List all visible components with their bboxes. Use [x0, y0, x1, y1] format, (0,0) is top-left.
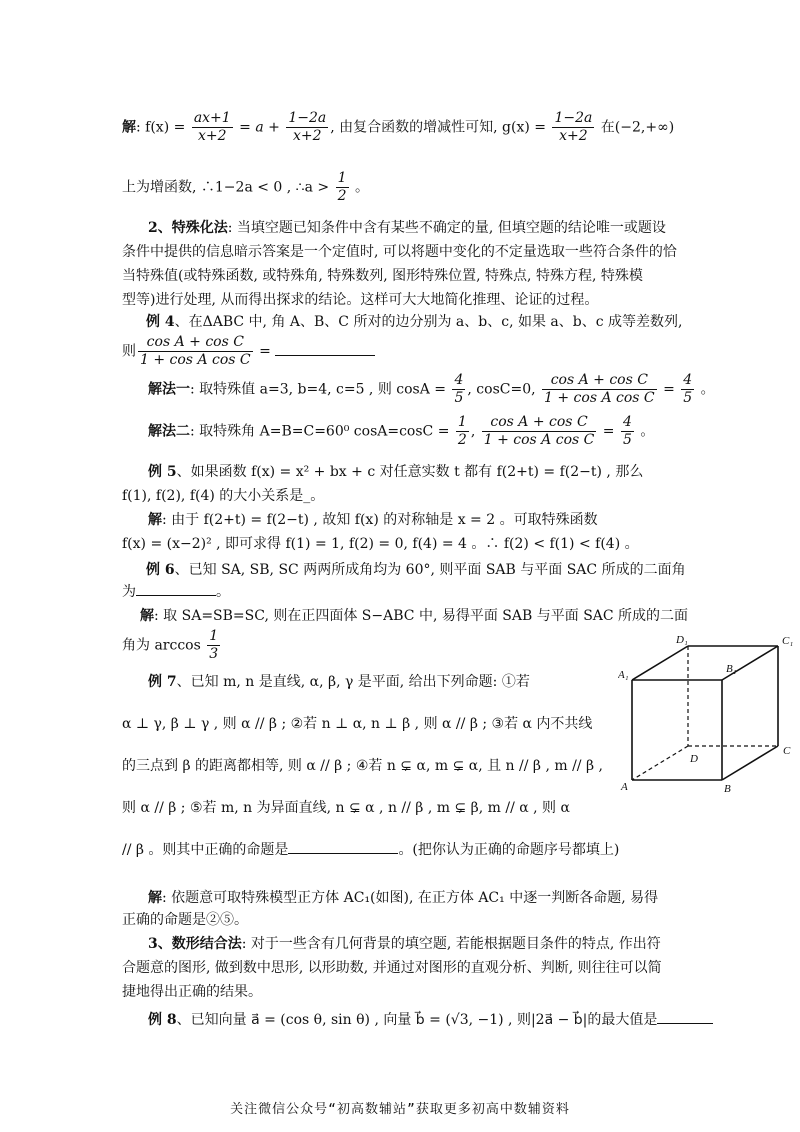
- example8-statement: 例 8、已知向量 a⃗ = (cos θ, sin θ) , 向量 b⃗ = (√3, −1) , 则|2a⃗ − b⃗|的最大值是: [148, 1010, 713, 1030]
- section2-line4: 型等)进行处理, 从而得出探求的结论。这样可大大地简化推理、论证的过程。: [122, 292, 599, 308]
- fraction: $\frac{1}{2}$: [457, 414, 467, 448]
- example6-solution1: 解: 取 SA=SB=SC, 则在正四面体 S−ABC 中, 易得平面 SAB 与平面 SAC 所成的二面: [140, 608, 689, 624]
- section3-line3: 捷地得出正确的结果。: [122, 984, 262, 1000]
- example7-line3: 的三点到 β 的距离都相等, 则 α // β ; ④若 n ⊊ α, m ⊊ α, 且 n // β , m // β ,: [122, 758, 603, 774]
- example4-statement: 例 4、在ΔABC 中, 角 A、B、C 所对的边分别为 a、b、c, 如果 a、b、c 成等差数列,: [146, 314, 683, 330]
- answer-blank: [136, 595, 216, 596]
- example7-solution2: 正确的命题是②⑤。: [122, 912, 248, 928]
- example7-line1: 例 7、已知 m, n 是直线, α, β, γ 是平面, 给出下列命题: ①若: [148, 674, 530, 690]
- fraction: $\frac{ax+1}{x+2}$: [193, 110, 231, 144]
- example4-question: 则 $\frac{\text{cos A + cos C}}{\text{1 + cos A cos C}}$ =: [122, 334, 375, 369]
- vertex-label: A₁: [618, 669, 629, 681]
- example5-line2: f(1), f(2), f(4) 的大小关系是_。: [122, 488, 325, 504]
- cube-figure: [618, 632, 794, 796]
- example6-line2: 为 。: [122, 584, 230, 600]
- vertex-label: A: [621, 781, 628, 793]
- prev-solution-line2: 上为增函数, ∴1−2a < 0 , ∴a > $\frac{1}{2}$ 。: [122, 170, 369, 204]
- section2-line3: 当特殊值(或特殊函数, 或特殊角, 特殊数列, 图形特殊位置, 特殊点, 特殊方程, 特殊模: [122, 268, 643, 284]
- solution-label: 解: [122, 119, 136, 136]
- vertex-label: C: [783, 745, 791, 757]
- fraction: $\frac{\text{cos A + cos C}}{\text{1 + cos A cos C}}$: [483, 414, 595, 448]
- section-title: 2、特殊化法: [148, 220, 228, 236]
- fraction: $\frac{1}{2}$: [337, 170, 347, 204]
- fraction: $\frac{\text{cos A + cos C}}{\text{1 + cos A cos C}}$: [140, 334, 251, 368]
- vertex-label: D₁: [676, 634, 688, 646]
- vertex-label: D: [690, 753, 698, 765]
- example4-method1: 解法一: 取特殊值 a=3, b=4, c=5 , 则 cosA = $\frac{4}{5}$ , cosC=0, $\frac{\text{cos A + cos C}}{\text{1 + cos A cos C}}$ = $\frac{4}{5}$ 。: [148, 372, 715, 406]
- section-title: 3、数形结合法: [148, 936, 242, 952]
- example-label: 例 4: [146, 314, 175, 330]
- answer-blank: [275, 355, 375, 356]
- section2-line2: 条件中提供的信息暗示答案是一个定值时, 可以将题中变化的不定量选取一些符合条件的恰: [122, 244, 677, 260]
- example5-line1: 例 5、如果函数 f(x) = x² + bx + c 对任意实数 t 都有 f(2+t) = f(2−t) , 那么: [148, 464, 644, 480]
- footer-note: 关注微信公众号“初高数辅站”获取更多初高中数辅资料: [230, 1102, 570, 1117]
- example5-solution2: f(x) = (x−2)² , 即可求得 f(1) = 1, f(2) = 0, f(4) = 4 。∴ f(2) < f(1) < f(4) 。: [122, 536, 639, 552]
- fraction: $\frac{4}{5}$: [622, 414, 632, 448]
- answer-blank: [288, 853, 398, 854]
- fraction: $\frac{1-2a}{x+2}$: [288, 110, 327, 144]
- section3-line1: 3、数形结合法: 对于一些含有几何背景的填空题, 若能根据题目条件的特点, 作出符: [148, 936, 661, 952]
- section2-line1: 2、特殊化法: 当填空题已知条件中含有某些不确定的量, 但填空题的结论唯一或题设: [148, 220, 666, 236]
- vertex-label: B₁: [726, 663, 737, 675]
- example7-line2: α ⊥ γ, β ⊥ γ , 则 α // β ; ②若 n ⊥ α, n ⊥ β , 则 α // β ; ③若 α 内不共线: [122, 716, 593, 732]
- answer-blank: [657, 1023, 713, 1024]
- fraction: $\frac{1-2a}{x+2}$: [554, 110, 593, 144]
- section3-line2: 合题意的图形, 做到数中思形, 以形助数, 并通过对图形的直观分析、判断, 则往往可以简: [122, 960, 662, 976]
- example4-method2: 解法二: 取特殊角 A=B=C=60⁰ cosA=cosC = $\frac{1}{2}$ , $\frac{\text{cos A + cos C}}{\text{1 + cos A cos C}}$ = $\frac{4}{5}$ 。: [148, 414, 655, 448]
- prev-solution-line1: 解: f(x) = $\frac{ax+1}{x+2}$ = a + $\frac{1-2a}{x+2}$ , 由复合函数的增减性可知, g(x) = $\frac{1-2a}{x+2}$ 在(−2,+∞): [122, 110, 675, 144]
- example7-line4: 则 α // β ; ⑤若 m, n 为异面直线, n ⊊ α , n // β , m ⊊ β, m // α , 则 α: [122, 800, 570, 816]
- vertex-label: C₁: [782, 635, 794, 647]
- example7-solution1: 解: 依题意可取特殊模型正方体 AC₁(如图), 在正方体 AC₁ 中逐一判断各命题, 易得: [148, 890, 659, 906]
- fraction: $\frac{1}{3}$: [209, 628, 219, 662]
- example6-line1: 例 6、已知 SA, SB, SC 两两所成角均为 60°, 则平面 SAB 与平面 SAC 所成的二面角: [146, 562, 686, 578]
- fraction: $\frac{\text{cos A + cos C}}{\text{1 + cos A cos C}}$: [544, 372, 655, 406]
- example6-solution2: 角为 arccos $\frac{1}{3}$: [122, 628, 219, 662]
- example7-line5: // β 。则其中正确的命题是 。(把你认为正确的命题序号都填上): [122, 842, 620, 858]
- fraction: $\frac{4}{5}$: [454, 372, 464, 406]
- vertex-label: B: [724, 783, 731, 795]
- example5-solution1: 解: 由于 f(2+t) = f(2−t) , 故知 f(x) 的对称轴是 x = 2 。可取特殊函数: [148, 512, 598, 528]
- fraction: $\frac{4}{5}$: [683, 372, 693, 406]
